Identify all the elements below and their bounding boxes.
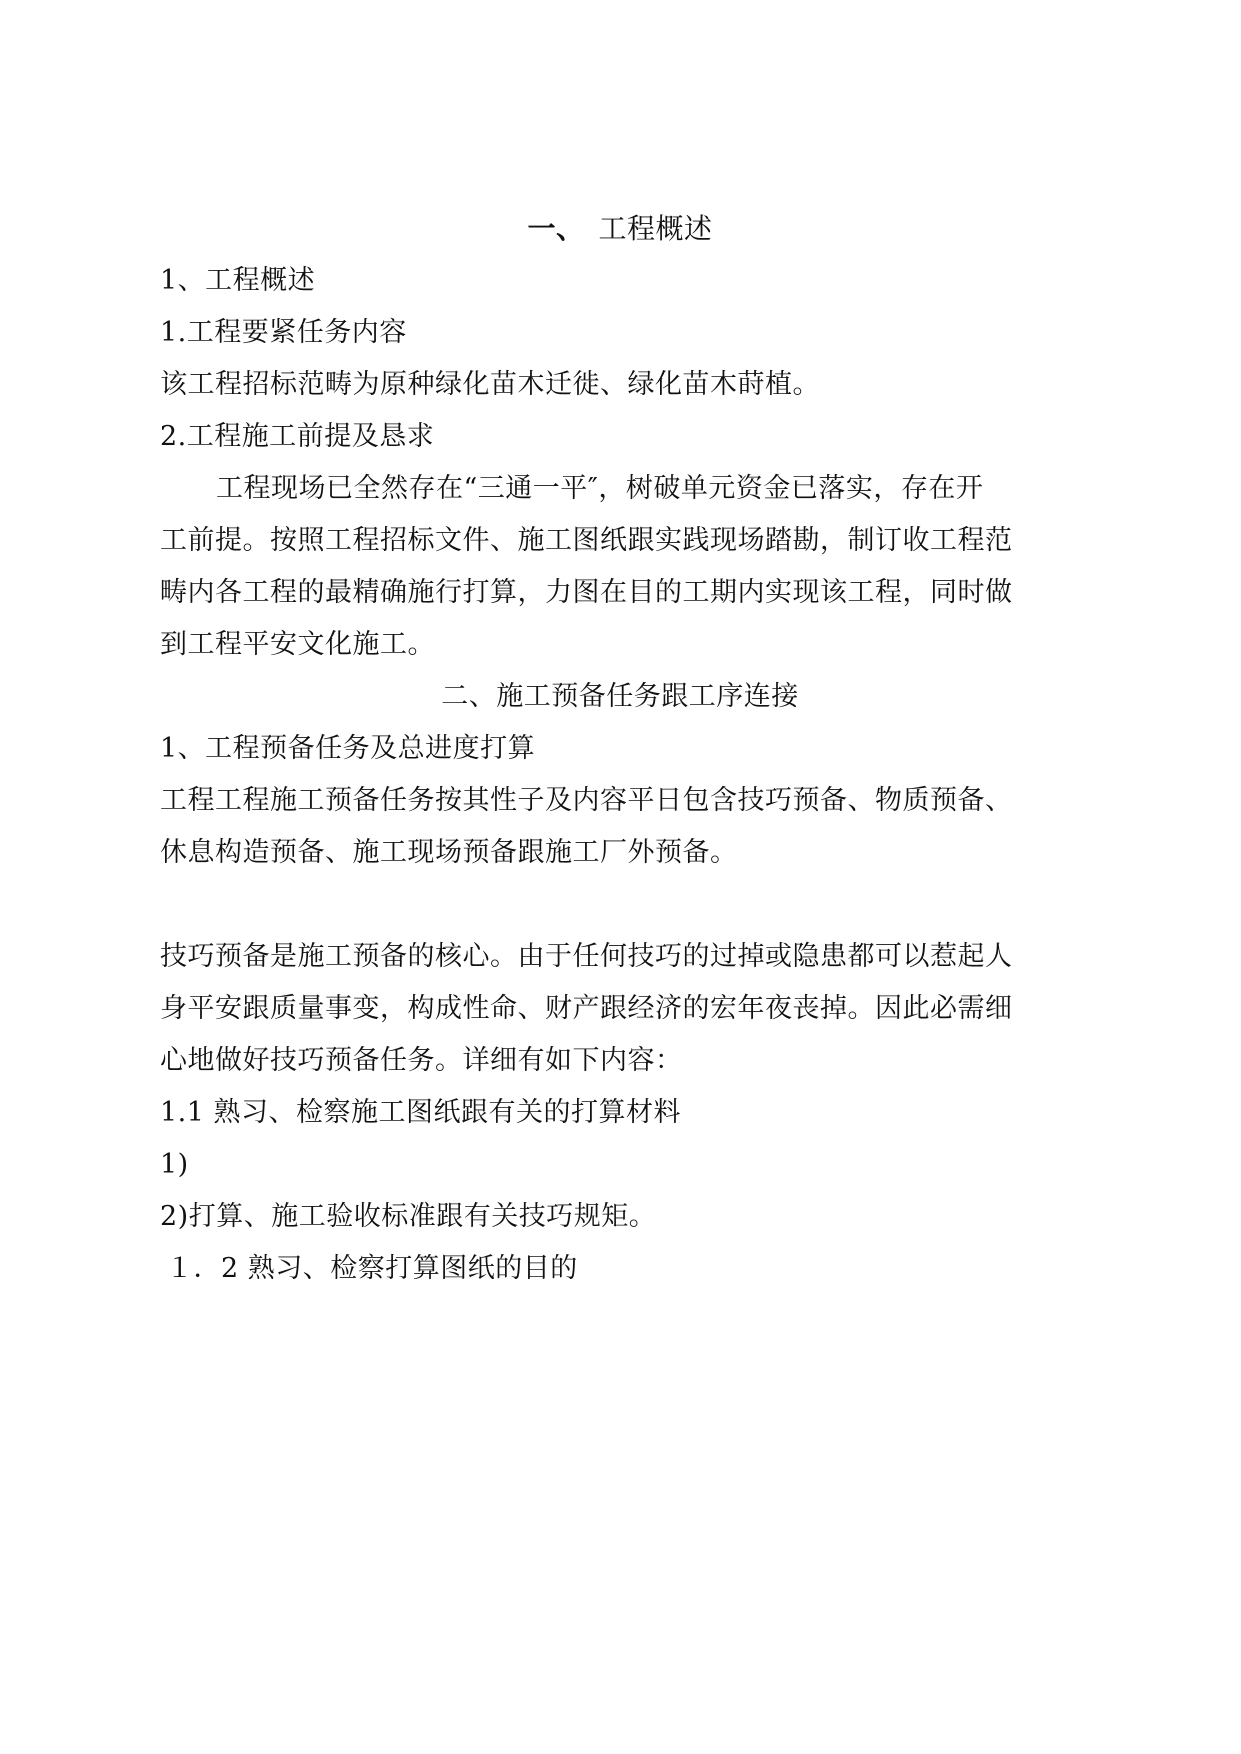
subsection-title: １．2 熟习、检察打算图纸的目的 xyxy=(166,1253,578,1284)
list-item: 1) xyxy=(160,1149,189,1180)
paragraph-line: 休息构造预备、施工现场预备跟施工厂外预备。 xyxy=(160,837,738,868)
paragraph-line: 畴内各工程的最精确施行打算，力图在目的工期内实现该工程，同时做 xyxy=(160,577,1013,608)
paragraph-line: 技巧预备是施工预备的核心。由于任何技巧的过掉或隐患都可以惹起人 xyxy=(160,941,1013,972)
subsection-title: 1.工程要紧任务内容 xyxy=(160,317,407,348)
section-title: 1、工程概述 xyxy=(160,265,316,296)
section-title: 1、工程预备任务及总进度打算 xyxy=(160,733,536,764)
paragraph-line: 该工程招标范畴为原种绿化苗木迁徙、绿化苗木莳植。 xyxy=(160,369,820,400)
subsection-title: 2.工程施工前提及恳求 xyxy=(160,421,435,452)
paragraph-line: 工前提。按照工程招标文件、施工图纸跟实践现场踏勘，制订收工程范 xyxy=(160,525,1013,556)
heading-1-number: 一、 xyxy=(527,212,585,245)
paragraph-line: 工程现场已全然存在“三通一平″，树破单元资金已落实，存在开 xyxy=(216,473,984,504)
heading-1 xyxy=(160,211,1080,247)
list-item: 2)打算、施工验收标准跟有关技巧规矩。 xyxy=(160,1201,657,1232)
paragraph-line: 到工程平安文化施工。 xyxy=(160,629,435,660)
heading-2: 二、施工预备任务跟工序连接 xyxy=(441,681,799,712)
subsection-title: 1.1 熟习、检察施工图纸跟有关的打算材料 xyxy=(160,1097,682,1128)
paragraph-line: 心地做好技巧预备任务。详细有如下内容： xyxy=(160,1045,683,1076)
paragraph-line: 工程工程施工预备任务按其性子及内容平日包含技巧预备、物质预备、 xyxy=(160,785,1013,816)
paragraph-line: 身平安跟质量事变，构成性命、财产跟经济的宏年夜丧掉。因此必需细 xyxy=(160,993,1013,1024)
heading-1-text: 工程概述 xyxy=(598,212,713,245)
